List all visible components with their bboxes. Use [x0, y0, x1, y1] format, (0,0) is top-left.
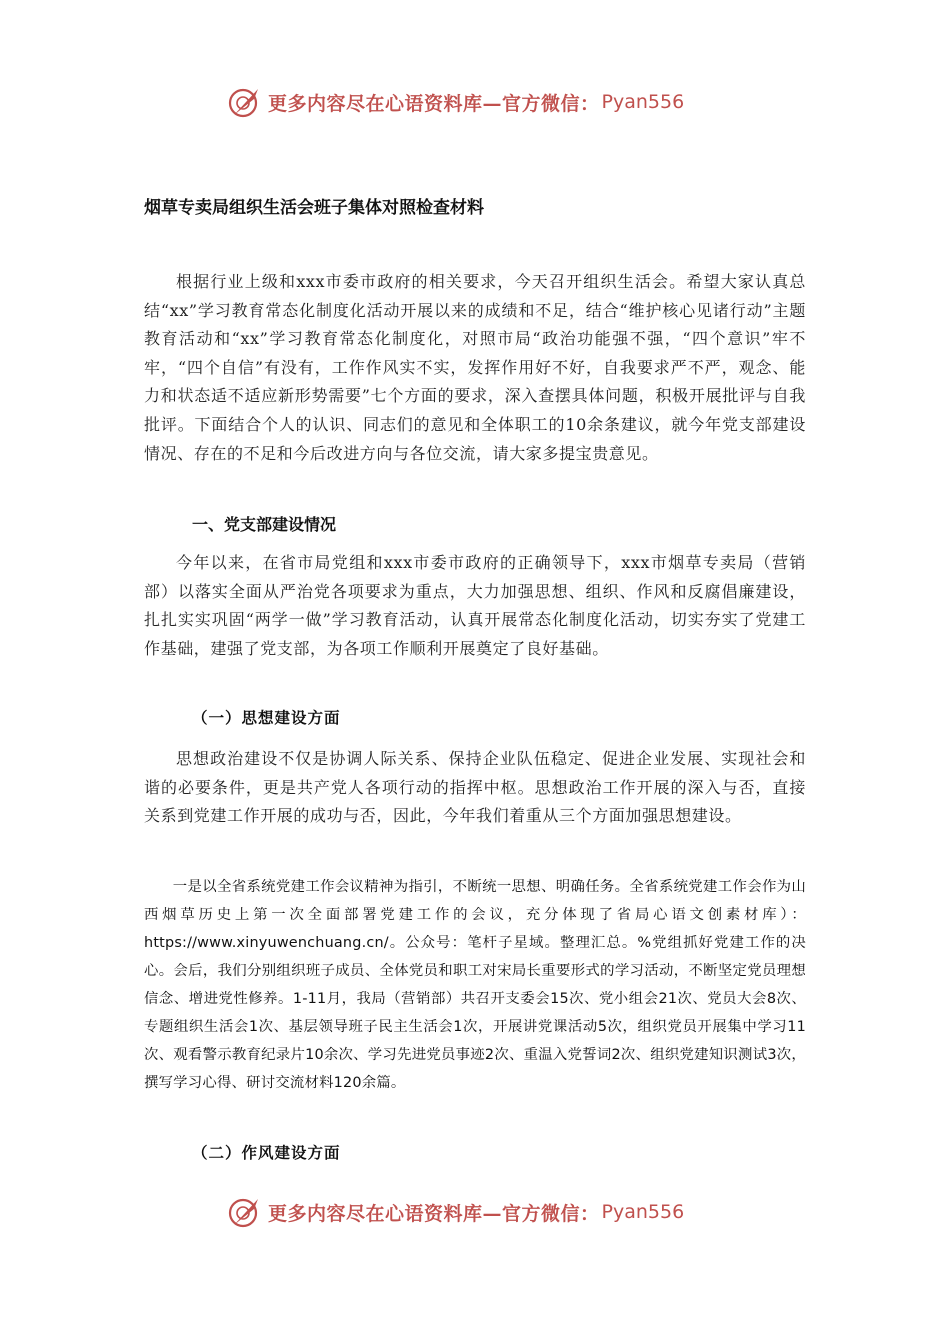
intro-paragraph: 根据行业上级和xxx市委市政府的相关要求，今天召开组织生活会。希望大家认真总结“xx”学习教育常态化制度化活动开展以来的成绩和不足，结合“维护核心见诸行动”主题教育活动和“xx”学习教育常态化制度化，对照市局“政治功能强不强，“四个意识”牢不牢，“四个自信”有没有，工作作风实不实，发挥作用好不好，自我要求严不严，观念、能力和状态适不适应新形势需要”七个方面的要求，深入查摆具体问题，积极开展批评与自我批评。下面结合个人的认识、同志们的意见和全体职工的10余条建议，就今年党支部建设情况、存在的不足和今后改进方向与各位交流，请大家多提宝贵意见。 — [144, 272, 806, 463]
banner-wechat-id: Pyan556 — [601, 91, 685, 113]
document-title: 烟草专卖局组织生活会班子集体对照检查材料 — [144, 198, 484, 218]
subsection-heading: （二）作风建设方面 — [192, 1143, 341, 1162]
banner-text: 更多内容尽在心语资料库—官方微信： — [268, 1202, 600, 1225]
subsection1-paragraph: 思想政治建设不仅是协调人际关系、保持企业队伍稳定、促进企业发展、实现社会和谐的必要条件，更是共产党人各项行动的指挥中枢。思想政治工作开展的深入与否，直接关系到党建工作开展的成功与否，因此，今年我们着重从三个方面加强思想建设。 — [144, 749, 806, 826]
section1-paragraph: 今年以来，在省市局党组和xxx市委市政府的正确领导下，xxx市烟草专卖局（营销部）以落实全面从严治党各项要求为重点，大力加强思想、组织、作风和反腐倡廉建设，扎扎实实巩固“两学一做”学习教育活动，认真开展常态化制度化活动，切实夯实了党建工作基础，建强了党支部，为各项工作顺利开展奠定了良好基础。 — [144, 553, 806, 658]
quill-logo-icon — [228, 85, 262, 119]
quill-logo-icon — [228, 1195, 262, 1229]
subsection1-point1: 一是以全省系统党建工作会议精神为指引，不断统一思想、明确任务。全省系统党建工作会作为山西烟草历史上第一次全面部署党建工作的会议，充分体现了省局心语文创素材库）：https://www.xinyuwenchuang.cn/。公众号：笔杆子星域。整理汇总。%党组抓好党建工作的决心。会后，我们分别组织班子成员、全体党员和职工对宋局长重要形式的学习活动，不断坚定党员理想信念、增进党性修养。1-11月，我局（营销部）共召开支委会15次、党小组会21次、党员大会8次、专题组织生活会1次、基层领导班子民主生活会1次，开展讲党课活动5次，组织党员开展集中学习11次、观看警示教育纪录片10余次、学习先进党员事迹2次、重温入党誓词2次、组织党建知识测试3次，撰写学习心得、研讨交流材料120余篇。 — [144, 879, 806, 1091]
header-banner — [228, 82, 748, 122]
banner-text: 更多内容尽在心语资料库—官方微信： — [268, 92, 600, 115]
section-heading: 一、党支部建设情况 — [192, 515, 337, 534]
banner-wechat-id: Pyan556 — [601, 1201, 685, 1223]
subsection-heading: （一）思想建设方面 — [192, 708, 341, 727]
footer-banner — [228, 1192, 748, 1232]
